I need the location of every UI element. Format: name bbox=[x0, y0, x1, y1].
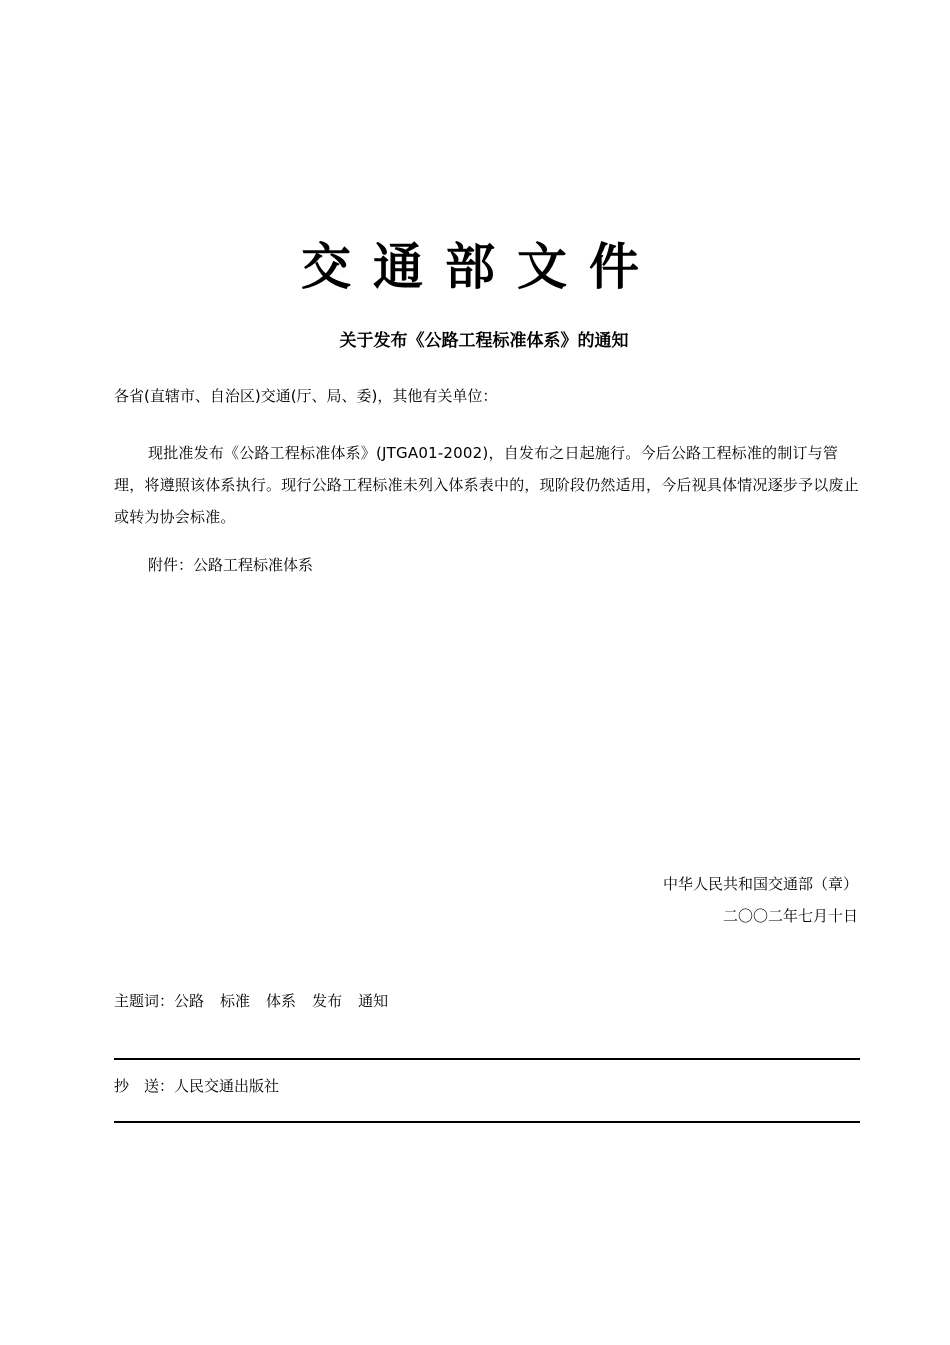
keyword: 公路 bbox=[174, 992, 205, 1010]
cc-label: 抄 送 bbox=[114, 1077, 160, 1095]
issuing-organization: 中华人民共和国交通部（章） bbox=[662, 875, 858, 893]
keyword: 体系 bbox=[266, 992, 297, 1010]
attachment-line: 附件：公路工程标准体系 bbox=[148, 556, 314, 574]
document-title: 交通部文件 bbox=[301, 238, 661, 296]
divider-bottom bbox=[114, 1121, 860, 1123]
notice-title: 关于发布《公路工程标准体系》的通知 bbox=[339, 331, 629, 351]
keyword: 标准 bbox=[220, 992, 251, 1010]
divider-top bbox=[114, 1058, 860, 1060]
keyword: 发布 bbox=[312, 992, 343, 1010]
cc-recipient: ：人民交通出版社 bbox=[159, 1077, 280, 1095]
body-paragraph: 现批准发布《公路工程标准体系》(JTGA01-2002)，自发布之日起施行。今后公路工程标准的制订与管理，将遵照该体系执行。现行公路工程标准未列入体系表中的，现阶段仍然适用，今后视具体情况逐步予以废止或转为协会标准。 bbox=[114, 444, 859, 526]
issue-date: 二〇〇二年七月十日 bbox=[722, 907, 858, 925]
keywords-label: 主题词： bbox=[114, 992, 175, 1010]
salutation: 各省(直辖市、自治区)交通(厅、局、委)，其他有关单位： bbox=[114, 387, 498, 405]
cc-line bbox=[114, 1076, 279, 1096]
keyword: 通知 bbox=[358, 992, 389, 1010]
subject-keywords bbox=[114, 991, 388, 1011]
